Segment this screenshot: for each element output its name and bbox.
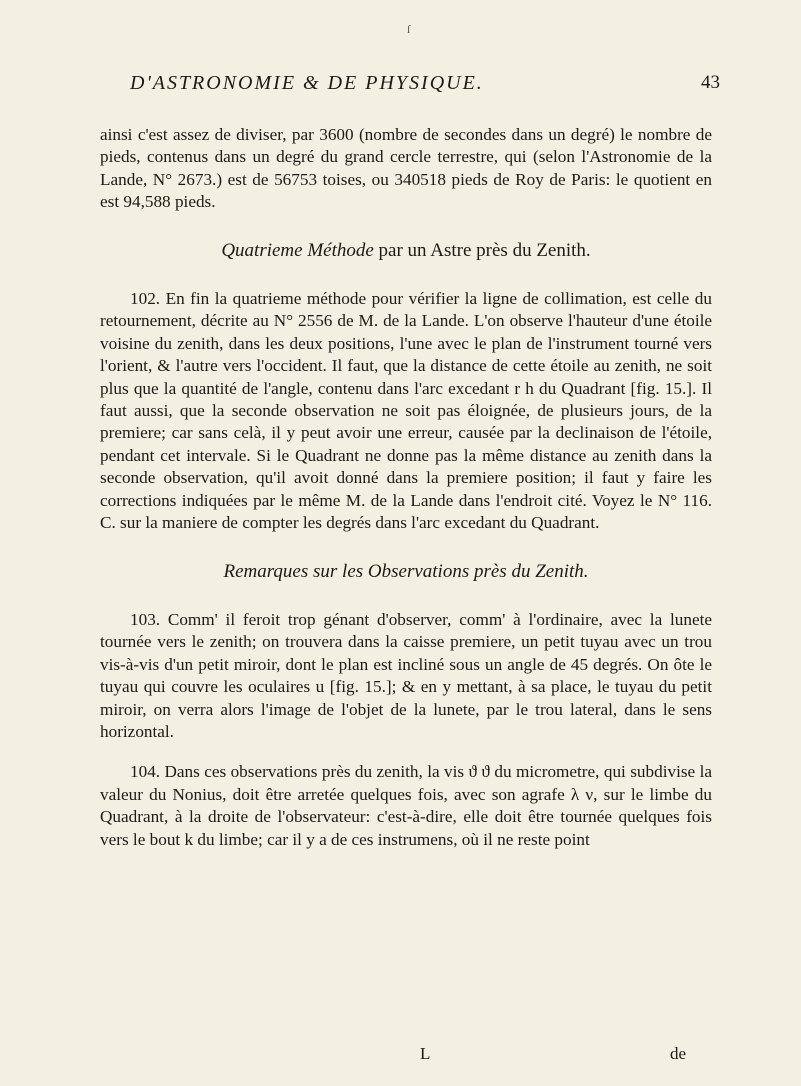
section-title-quatrieme-methode xyxy=(100,240,712,262)
paragraph-102: 102. En fin la quatrieme méthode pour vérifier la ligne de collimation, est celle du retournement, décrite au N° 2556 de M. de la Lande. L'on observe l'hauteur d'une étoile voisine du zenith, dans les deux positions, l'une avec le plan de l'instrument tourné vers l'orient, & l'autre vers l'occident. Il faut, que la distance de cette étoile au zenith, ne soit plus que la quantité de l'angle, contenu dans l'arc excedant r h du Quadrant [fig. 15.]. Il faut aussi, que la seconde observation ne soit pas éloignée, de plusieurs jours, de la premiere; car sans celà, il y peut avoir une erreur, causée par la declinaison de l'étoile, pendant cet intervale. Si le Quadrant ne donne pas la même distance au zenith dans la seconde observation, qu'il avoit donné dans la premiere position; il faut y faire les corrections indiquées par le même M. de la Lande dans l'endroit cité. Voyez le N° 116. C. sur la maniere de compter les degrés dans l'arc excedant du Quadrant. xyxy=(100,289,712,533)
signature-mark: L xyxy=(420,1044,431,1063)
section-title-remarques xyxy=(100,561,712,583)
paragraph-gap xyxy=(100,743,712,761)
paragraph-104: 104. Dans ces observations près du zenith, la vis ϑ ϑ du micrometre, qui subdivise la valeur du Nonius, doit être arretée quelques fois, avec son agrafe λ ν, sur le limbe du Quadrant, à la droite de l'observateur: c'est-à-dire, elle doit être tournée quelques fois vers le bout k du limbe; car il y a de ces instrumens, où il ne reste point xyxy=(100,762,712,849)
section-title-rest: par un Astre près du Zenith. xyxy=(378,239,591,261)
page-number: 43 xyxy=(701,72,720,93)
page-body xyxy=(100,124,712,851)
paragraph-intro: ainsi c'est assez de diviser, par 3600 (nombre de secondes dans un degré) le nombre de pieds, contenus dans un degré du grand cercle terrestre, qui (selon l'Astronomie de la Lande, N° 2673.) est de 56753 toises, ou 340518 pieds de Roy de Paris: le quotient en est 94,588 pieds. xyxy=(100,125,712,212)
section-title-remarques-text: Remarques sur les Observations près du Zenith. xyxy=(223,560,589,582)
paragraph-103: 103. Comm' il feroit trop génant d'observer, comm' à l'ordinaire, avec la lunete tournée vers le zenith; on trouvera dans la caisse premiere, un petit tuyau avec un trou vis-à-vis d'un petit miroir, dont le plan est incliné sous un angle de 45 degrés. On ôte le tuyau qui couvre les oculaires u [fig. 15.]; & en y mettant, à sa place, le tuyau du petit miroir, on verra alors l'image de l'objet de la lunete, par le trou lateral, dans le sens horizontal. xyxy=(100,609,712,741)
print-speck: ſ xyxy=(407,22,411,36)
running-title: D'ASTRONOMIE & DE PHYSIQUE. xyxy=(130,72,484,94)
catchword: de xyxy=(670,1044,687,1063)
section-title-italic: Quatrieme Méthode xyxy=(221,239,374,261)
